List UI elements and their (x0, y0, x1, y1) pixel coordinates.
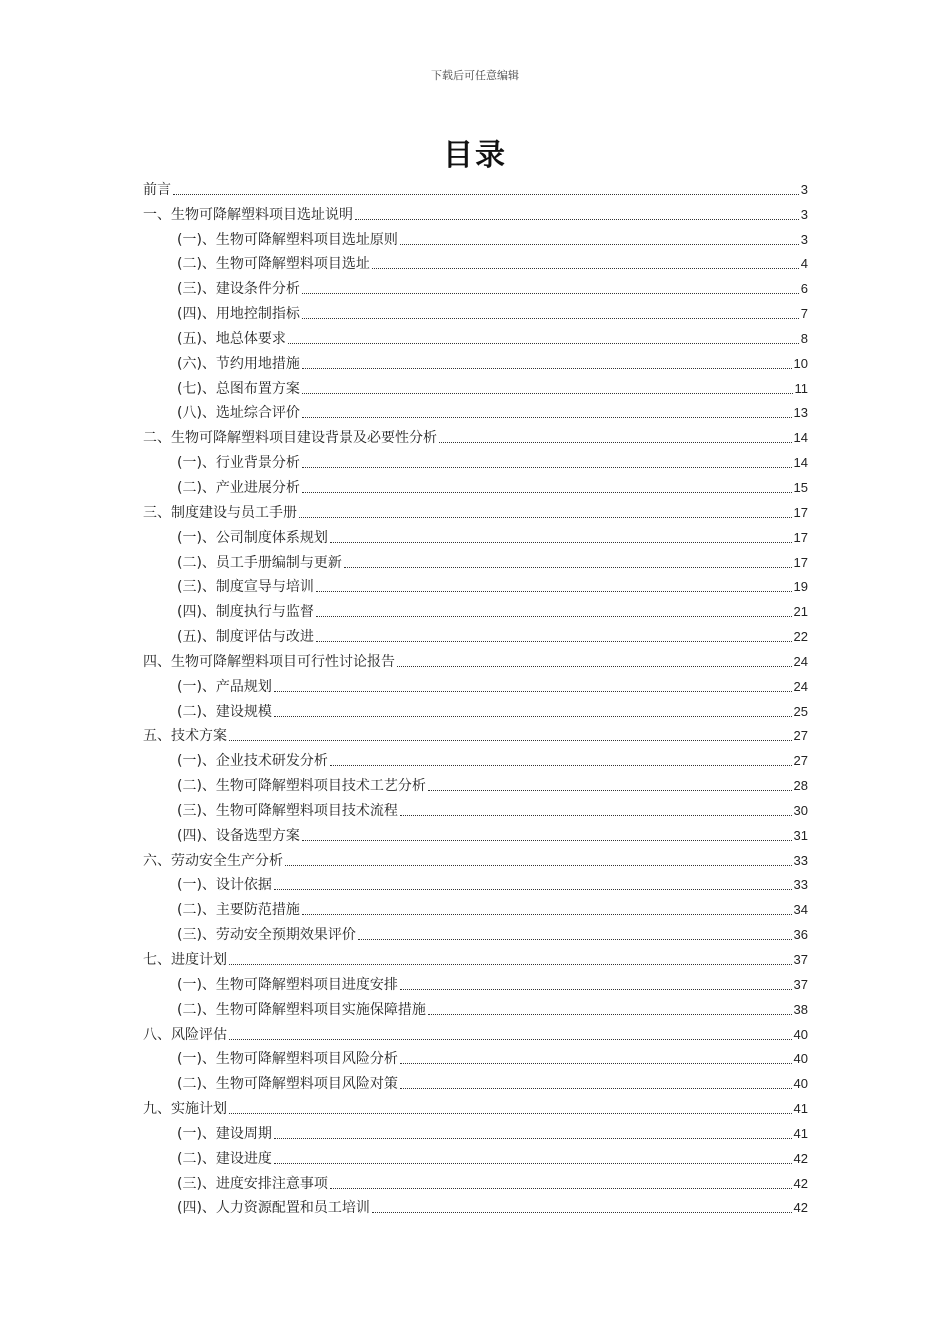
toc-entry-label: (二)、生物可降解塑料项目风险对策 (177, 1076, 398, 1093)
toc-entry-label: 二、生物可降解塑料项目建设背景及必要性分析 (143, 430, 437, 447)
toc-entry-label: (三)、制度宣导与培训 (177, 579, 314, 596)
toc-dot-leader (330, 542, 792, 543)
page-title: 目录 (443, 138, 507, 173)
toc-dot-leader (358, 939, 792, 940)
toc-entry-page-number: 33 (793, 852, 808, 868)
toc-dot-leader (299, 517, 792, 518)
toc-dot-leader (316, 591, 792, 592)
toc-dot-leader (428, 1014, 792, 1015)
toc-dot-leader (229, 964, 792, 965)
toc-entry-label: 九、实施计划 (143, 1101, 227, 1118)
toc-dot-leader (285, 865, 792, 866)
toc-entry-page-number: 8 (800, 330, 808, 346)
toc-entry-page-number: 3 (800, 231, 808, 247)
toc-entry-label: (四)、制度执行与监督 (177, 604, 314, 621)
toc-entry[interactable] (143, 647, 808, 672)
toc-dot-leader (302, 840, 792, 841)
toc-entry[interactable] (143, 846, 808, 871)
toc-entry[interactable] (143, 448, 808, 473)
toc-dot-leader (397, 666, 792, 667)
toc-entry-page-number: 25 (793, 703, 808, 719)
toc-entry-page-number: 37 (793, 976, 808, 992)
toc-entry[interactable] (143, 349, 808, 374)
toc-entry[interactable] (143, 945, 808, 970)
toc-entry-page-number: 27 (793, 753, 808, 769)
toc-entry-page-number: 10 (793, 355, 808, 371)
toc-dot-leader (302, 318, 799, 319)
toc-dot-leader (372, 1212, 792, 1213)
toc-entry-label: 前言 (143, 181, 171, 198)
toc-entry-label: (三)、生物可降解塑料项目技术流程 (177, 802, 398, 819)
toc-entry-label: 八、风险评估 (143, 1026, 227, 1043)
toc-entry[interactable] (143, 175, 808, 200)
toc-entry[interactable] (143, 1144, 808, 1169)
toc-entry[interactable] (143, 1069, 808, 1094)
toc-entry[interactable] (143, 622, 808, 647)
toc-entry-label: (七)、总图布置方案 (177, 380, 300, 397)
toc-entry-page-number: 40 (793, 1051, 808, 1067)
toc-dot-leader (330, 1188, 792, 1189)
toc-entry-page-number: 17 (793, 529, 808, 545)
toc-entry-page-number: 41 (793, 1125, 808, 1141)
toc-entry-label: 七、进度计划 (143, 952, 227, 968)
toc-entry-page-number: 42 (793, 1175, 808, 1191)
toc-entry-page-number: 36 (793, 927, 808, 943)
toc-dot-leader (355, 219, 799, 220)
toc-entry-page-number: 17 (793, 504, 808, 520)
toc-entry-label: (二)、产业进展分析 (177, 479, 300, 496)
toc-entry[interactable] (143, 796, 808, 821)
toc-entry-page-number: 14 (793, 430, 808, 446)
toc-dot-leader (274, 1163, 792, 1164)
toc-entry[interactable] (143, 374, 808, 399)
toc-dot-leader (400, 1063, 792, 1064)
toc-entry-page-number: 27 (793, 728, 808, 744)
toc-entry-page-number: 6 (800, 281, 808, 297)
toc-entry-label: (三)、劳动安全预期效果评价 (177, 927, 356, 944)
toc-dot-leader (316, 641, 792, 642)
toc-entry-label: (四)、人力资源配置和员工培训 (177, 1200, 370, 1217)
toc-entry-label: 四、生物可降解塑料项目可行性讨论报告 (143, 653, 395, 670)
toc-entry[interactable] (143, 1194, 808, 1219)
toc-entry-page-number: 40 (793, 1026, 808, 1042)
toc-entry[interactable] (143, 871, 808, 896)
toc-dot-leader (274, 889, 792, 890)
toc-entry[interactable] (143, 597, 808, 622)
toc-entry[interactable] (143, 548, 808, 573)
toc-entry[interactable] (143, 1119, 808, 1144)
toc-entry-label: (二)、建设进度 (177, 1150, 272, 1167)
toc-entry-page-number: 3 (800, 181, 808, 197)
toc-entry[interactable] (143, 399, 808, 424)
toc-entry-label: (八)、选址综合评价 (177, 405, 300, 422)
table-of-contents (143, 175, 808, 1218)
toc-entry-label: (一)、生物可降解塑料项目风险分析 (177, 1051, 398, 1068)
toc-entry[interactable] (143, 697, 808, 722)
toc-entry-label: (一)、生物可降解塑料项目选址原则 (177, 231, 398, 248)
toc-entry-page-number: 31 (793, 827, 808, 843)
toc-entry-page-number: 41 (793, 1101, 808, 1117)
toc-entry-label: (二)、生物可降解塑料项目技术工艺分析 (177, 778, 426, 795)
toc-entry-page-number: 15 (793, 479, 808, 495)
toc-entry[interactable] (143, 573, 808, 598)
toc-entry[interactable] (143, 1020, 808, 1045)
toc-entry[interactable] (143, 274, 808, 299)
toc-entry[interactable] (143, 498, 808, 523)
toc-dot-leader (400, 815, 792, 816)
toc-dot-leader (330, 765, 792, 766)
toc-entry[interactable] (143, 324, 808, 349)
toc-entry-label: (三)、建设条件分析 (177, 281, 300, 298)
toc-entry-label: (二)、生物可降解塑料项目实施保障措施 (177, 1001, 426, 1018)
toc-dot-leader (302, 467, 792, 468)
toc-dot-leader (400, 1088, 792, 1089)
toc-dot-leader (400, 244, 799, 245)
toc-entry-label: (一)、行业背景分析 (177, 455, 300, 472)
toc-dot-leader (428, 790, 792, 791)
toc-entry-page-number: 30 (793, 802, 808, 818)
toc-entry-label: 五、技术方案 (143, 728, 227, 745)
toc-dot-leader (302, 914, 792, 915)
toc-entry-label: (五)、地总体要求 (177, 330, 286, 347)
toc-entry[interactable] (143, 771, 808, 796)
toc-entry-page-number: 14 (793, 455, 808, 471)
toc-entry[interactable] (143, 995, 808, 1020)
toc-entry[interactable] (143, 473, 808, 498)
toc-entry[interactable] (143, 523, 808, 548)
toc-entry[interactable] (143, 1169, 808, 1194)
toc-entry[interactable] (143, 423, 808, 448)
toc-dot-leader (229, 1039, 792, 1040)
toc-dot-leader (344, 567, 792, 568)
toc-entry[interactable] (143, 722, 808, 747)
toc-dot-leader (274, 1138, 792, 1139)
toc-entry-page-number: 11 (794, 380, 808, 396)
toc-entry-page-number: 24 (793, 678, 808, 694)
toc-entry-label: (二)、建设规模 (177, 703, 272, 720)
toc-entry-page-number: 28 (793, 778, 808, 794)
toc-dot-leader (302, 417, 792, 418)
toc-entry-label: (四)、设备选型方案 (177, 827, 300, 844)
toc-entry-page-number: 40 (793, 1076, 808, 1092)
toc-entry-page-number: 34 (793, 902, 808, 918)
toc-entry-label: (二)、主要防范措施 (177, 902, 300, 919)
toc-entry-label: (五)、制度评估与改进 (177, 629, 314, 646)
toc-entry-page-number: 37 (793, 952, 808, 967)
toc-entry-page-number: 7 (800, 306, 808, 322)
toc-dot-leader (229, 1113, 792, 1114)
toc-entry-label: (一)、企业技术研发分析 (177, 753, 328, 770)
toc-dot-leader (274, 716, 792, 717)
toc-entry-page-number: 22 (793, 629, 808, 645)
toc-entry-label: (一)、生物可降解塑料项目进度安排 (177, 976, 398, 993)
toc-entry-page-number: 24 (793, 653, 808, 669)
toc-entry-label: 一、生物可降解塑料项目选址说明 (143, 206, 353, 223)
toc-entry[interactable] (143, 1045, 808, 1070)
toc-dot-leader (302, 393, 793, 394)
toc-entry[interactable] (143, 920, 808, 945)
toc-entry[interactable] (143, 200, 808, 225)
toc-dot-leader (439, 442, 792, 443)
toc-dot-leader (229, 740, 792, 741)
toc-entry-label: (四)、用地控制指标 (177, 306, 300, 323)
toc-entry[interactable] (143, 1094, 808, 1119)
toc-entry[interactable] (143, 970, 808, 995)
toc-entry-page-number: 42 (793, 1200, 808, 1216)
toc-entry-page-number: 19 (793, 579, 808, 595)
toc-entry[interactable] (143, 672, 808, 697)
toc-entry-page-number: 42 (793, 1150, 808, 1166)
toc-dot-leader (400, 989, 792, 990)
toc-entry-label: (三)、进度安排注意事项 (177, 1175, 328, 1192)
toc-entry[interactable] (143, 225, 808, 250)
toc-dot-leader (302, 492, 792, 493)
toc-entry-label: (二)、生物可降解塑料项目选址 (177, 256, 370, 273)
toc-entry[interactable] (143, 821, 808, 846)
toc-entry-label: 六、劳动安全生产分析 (143, 852, 283, 869)
header-watermark: 下载后可任意编辑 (431, 69, 519, 82)
toc-entry-label: (二)、员工手册编制与更新 (177, 554, 342, 571)
toc-entry-label: (一)、公司制度体系规划 (177, 529, 328, 546)
toc-entry[interactable] (143, 299, 808, 324)
toc-dot-leader (173, 194, 799, 195)
toc-entry-label: (一)、产品规划 (177, 678, 272, 695)
toc-dot-leader (274, 691, 792, 692)
toc-dot-leader (372, 268, 799, 269)
toc-entry-page-number: 33 (793, 877, 808, 893)
toc-entry-label: (一)、设计依据 (177, 877, 272, 894)
toc-entry-page-number: 3 (800, 206, 808, 222)
toc-dot-leader (302, 368, 792, 369)
toc-entry[interactable] (143, 895, 808, 920)
toc-entry-page-number: 38 (793, 1001, 808, 1017)
toc-entry-label: (六)、节约用地措施 (177, 355, 300, 372)
toc-entry[interactable] (143, 250, 808, 275)
toc-entry-page-number: 17 (793, 554, 808, 570)
toc-dot-leader (288, 343, 799, 344)
toc-entry-page-number: 21 (793, 604, 808, 620)
toc-entry-label: (一)、建设周期 (177, 1125, 272, 1142)
toc-entry-page-number: 13 (793, 405, 808, 421)
toc-dot-leader (316, 616, 792, 617)
toc-dot-leader (302, 293, 799, 294)
toc-entry[interactable] (143, 746, 808, 771)
toc-entry-label: 三、制度建设与员工手册 (143, 504, 297, 521)
toc-entry-page-number: 4 (800, 256, 808, 272)
